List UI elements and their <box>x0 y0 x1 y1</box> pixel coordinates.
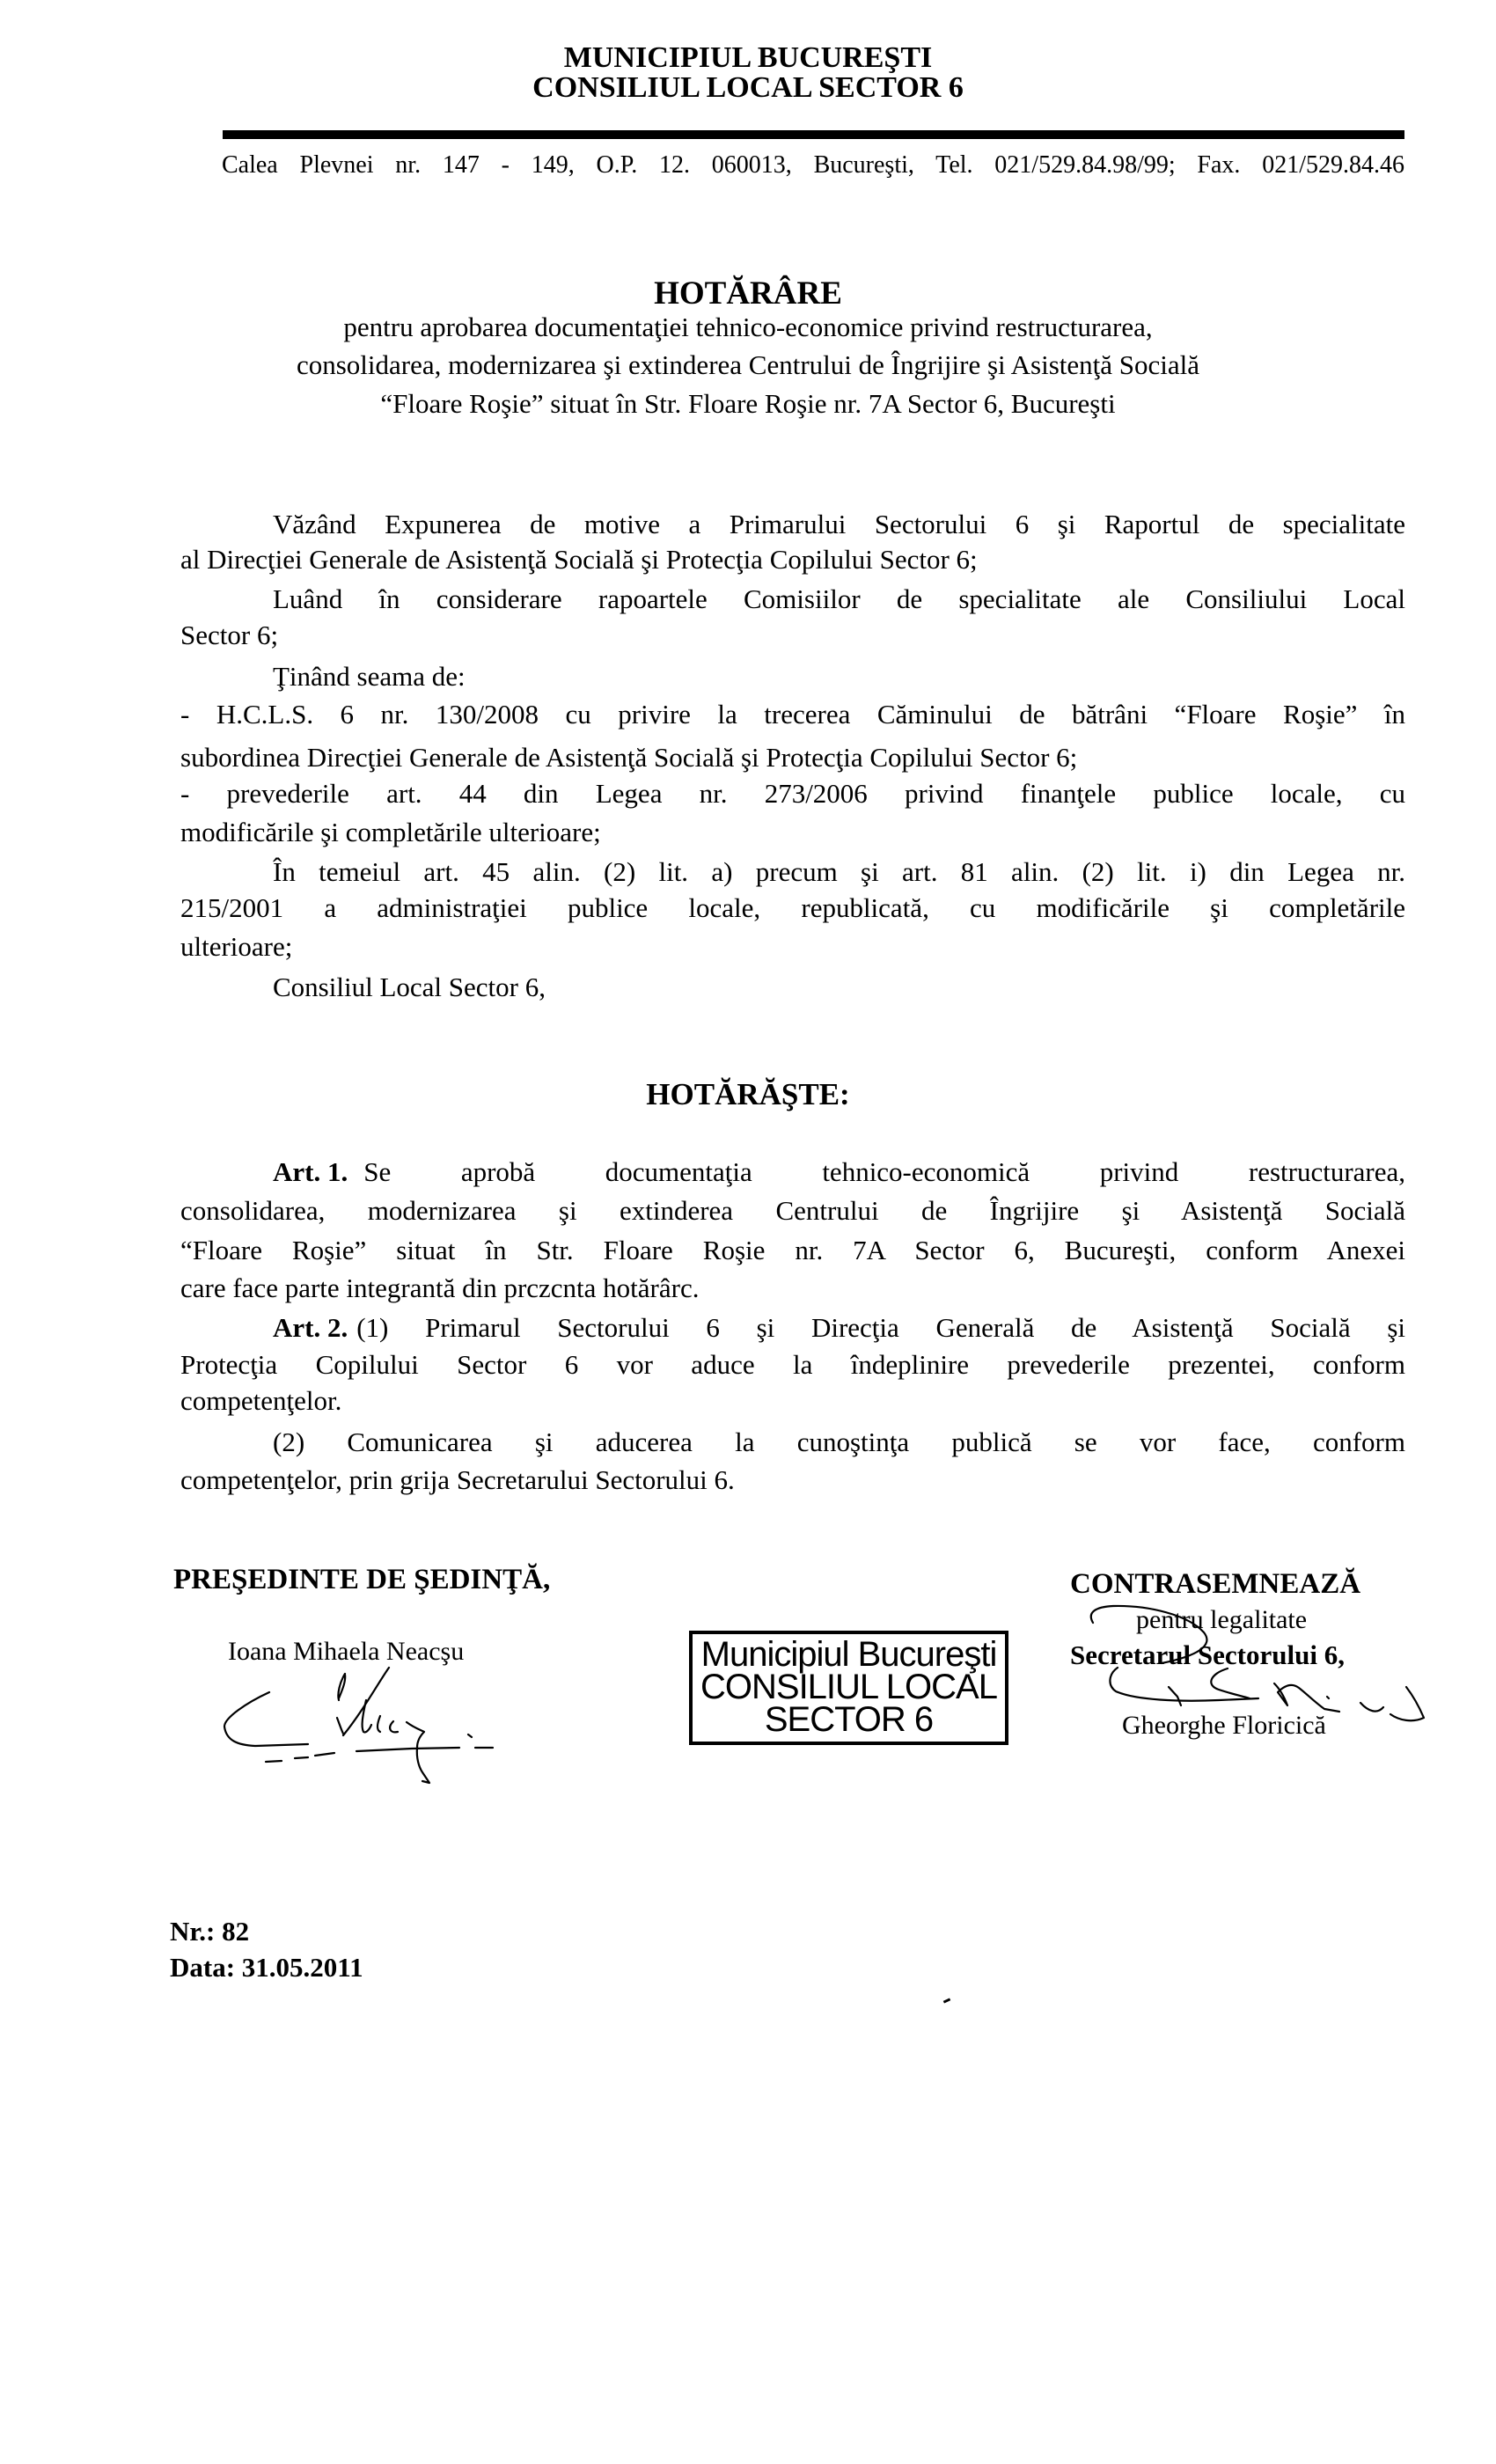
article-2-line: competenţelor, prin grija Secretarului Sectorului 6. <box>180 1464 735 1495</box>
preamble-line: Sector 6; <box>180 620 279 650</box>
preamble-line: al Direcţiei Generale de Asistenţă Socială şi Protecţia Copilului Sector 6; <box>180 544 978 575</box>
countersign-subtitle: pentru legalitate <box>1136 1605 1308 1634</box>
scan-mark <box>943 1998 951 2003</box>
article-2-text: (1) Primarul Sectorului 6 şi Direcţia Generală de Asistenţă Socială şi <box>356 1312 1405 1343</box>
preamble-line: Luând în considerare rapoartele Comisiilor de specialitate ale Consiliului Local <box>273 583 1405 614</box>
decision-heading: HOTĂRĂŞTE: <box>646 1077 850 1111</box>
article-2-line: competenţelor. <box>180 1385 342 1416</box>
secretary-signature-icon <box>1074 1602 1443 1760</box>
document-subtitle-line: consolidarea, modernizarea şi extinderea Centrului de Îngrijire şi Asistenţă Socială <box>296 349 1200 380</box>
article-1-line: consolidarea, modernizarea şi extinderea Centrului de Îngrijire şi Asistenţă Socială <box>180 1195 1405 1226</box>
document-subtitle-line: “Floare Roşie” situat în Str. Floare Roşie nr. 7A Sector 6, Bucureşti <box>380 388 1116 419</box>
preamble-line: subordinea Direcţiei Generale de Asistenţă Socială şi Protecţia Copilului Sector 6; <box>180 742 1078 773</box>
article-2-line: Protecţia Copilului Sector 6 vor aduce la îndeplinire prevederile prezentei, conform <box>180 1349 1405 1380</box>
countersign-role: Secretarul Sectorului 6, <box>1070 1639 1345 1670</box>
article-1-label: Art. 1. <box>273 1156 348 1187</box>
institution-name: MUNICIPIUL BUCUREŞTI <box>563 41 933 74</box>
preamble-line: 215/2001 a administraţiei publice locale, republicată, cu modificările şi completările <box>180 892 1405 923</box>
president-signature-icon <box>211 1663 546 1795</box>
preamble-line: Văzând Expunerea de motive a Primarului Sectorului 6 şi Raportul de specialitate <box>273 509 1405 539</box>
countersign-name: Gheorghe Floricică <box>1122 1711 1326 1740</box>
stamp-line: SECTOR 6 <box>764 1700 934 1739</box>
countersign-title: CONTRASEMNEAZĂ <box>1070 1568 1361 1600</box>
article-2-line: (2) Comunicarea şi aducerea la cunoştinţa publică se vor face, conform <box>273 1426 1405 1457</box>
preamble-line: În temeiul art. 45 alin. (2) lit. a) precum şi art. 81 alin. (2) lit. i) din Legea nr. <box>273 856 1405 887</box>
preamble-line: ulterioare; <box>180 931 293 962</box>
contact-address: Calea Plevnei nr. 147 - 149, O.P. 12. 060013, Bucureşti, Tel. 021/529.84.98/99; Fax. 021/529.84.46 <box>222 151 1404 179</box>
stamp-line: Municipiul Bucureşti <box>700 1635 997 1674</box>
stamp-line: CONSILIUL LOCAL <box>700 1668 997 1706</box>
decision-number: Nr.: 82 <box>170 1916 250 1947</box>
president-name: Ioana Mihaela Neacşu <box>228 1637 465 1666</box>
article-1-first-line <box>273 1155 1405 1190</box>
preamble-line: Consiliul Local Sector 6, <box>273 972 546 1002</box>
preamble-line: - prevederile art. 44 din Legea nr. 273/2006 privind finanţele publice locale, cu <box>180 778 1405 809</box>
preamble-line: modificările şi completările ulterioare; <box>180 817 601 847</box>
article-2-label: Art. 2. <box>273 1312 348 1343</box>
preamble-line: - H.C.L.S. 6 nr. 130/2008 cu privire la trecerea Căminului de bătrâni “Floare Roşie” în <box>180 699 1405 730</box>
president-title: PREŞEDINTE DE ŞEDINŢĂ, <box>173 1564 551 1595</box>
header-divider <box>223 130 1404 139</box>
preamble-line: Ţinând seama de: <box>273 661 466 692</box>
article-1-line: “Floare Roşie” situat în Str. Floare Roşie nr. 7A Sector 6, Bucureşti, conform Anexei <box>180 1235 1405 1265</box>
official-stamp <box>689 1631 1008 1745</box>
article-1-line: care face parte integrantă din prczcnta hotărârc. <box>180 1272 700 1303</box>
article-1-text: Se aprobă documentaţia tehnico-economică privind restructurarea, <box>363 1156 1405 1187</box>
document-subtitle-line: pentru aprobarea documentaţiei tehnico-economice privind restructurarea, <box>343 312 1153 342</box>
document-title: HOTĂRÂRE <box>654 275 842 312</box>
council-name: CONSILIUL LOCAL SECTOR 6 <box>532 71 964 104</box>
article-2-first-line <box>273 1310 1405 1346</box>
decision-date: Data: 31.05.2011 <box>170 1952 363 1983</box>
